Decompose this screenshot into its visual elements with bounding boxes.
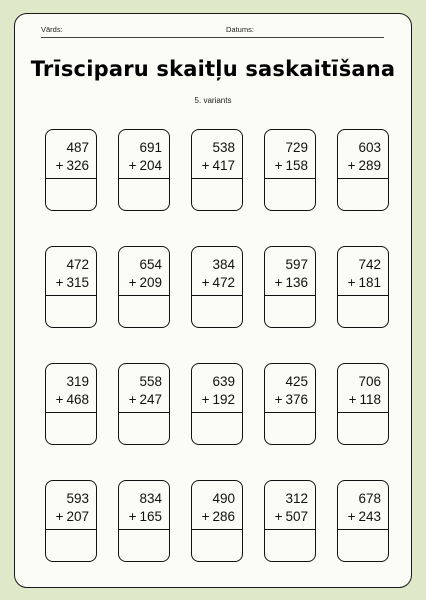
addend-bottom: 315 [66, 275, 89, 290]
addend-top: 319 [66, 374, 89, 389]
addend-bottom-row [275, 158, 308, 173]
plus-sign: + [128, 275, 137, 290]
answer-box[interactable] [338, 179, 388, 210]
addend-bottom: 118 [359, 392, 381, 407]
addend-bottom: 181 [358, 275, 381, 290]
plus-sign: + [128, 509, 137, 524]
addend-bottom: 472 [212, 275, 235, 290]
answer-box[interactable] [46, 530, 96, 561]
answer-box[interactable] [192, 296, 242, 327]
addend-bottom-row [348, 509, 381, 524]
problem-card [337, 480, 389, 562]
plus-sign: + [348, 392, 357, 407]
problem-card [264, 246, 316, 328]
addend-bottom: 207 [66, 509, 89, 524]
addend-bottom-row [275, 275, 308, 290]
problem-card [118, 246, 170, 328]
addend-top: 538 [212, 140, 235, 155]
answer-box[interactable] [46, 413, 96, 444]
answer-box[interactable] [192, 413, 242, 444]
addend-top: 654 [139, 257, 162, 272]
answer-box[interactable] [265, 413, 315, 444]
answer-box[interactable] [265, 179, 315, 210]
worksheet [14, 13, 412, 588]
addend-bottom: 376 [285, 392, 308, 407]
problem-card [264, 480, 316, 562]
plus-sign: + [128, 392, 137, 407]
addend-bottom: 286 [212, 509, 235, 524]
addend-top: 312 [285, 491, 308, 506]
addend-top: 603 [358, 140, 381, 155]
problem-card [264, 129, 316, 211]
addend-top: 472 [66, 257, 89, 272]
answer-box[interactable] [338, 296, 388, 327]
plus-sign: + [201, 275, 210, 290]
problem-card [191, 129, 243, 211]
addend-bottom-row [349, 392, 381, 407]
plus-sign: + [274, 392, 283, 407]
problem-card [337, 246, 389, 328]
problem-card [118, 363, 170, 445]
addend-bottom: 165 [139, 509, 162, 524]
addend-bottom-row [129, 158, 162, 173]
addend-bottom-row [275, 509, 308, 524]
header-line [41, 37, 384, 38]
answer-box[interactable] [192, 179, 242, 210]
plus-sign: + [55, 392, 64, 407]
addend-bottom: 158 [285, 158, 308, 173]
addend-bottom: 417 [212, 158, 235, 173]
addend-bottom: 136 [285, 275, 308, 290]
plus-sign: + [347, 275, 356, 290]
problem-card [45, 129, 97, 211]
addend-bottom-row [348, 158, 381, 173]
answer-box[interactable] [119, 296, 169, 327]
problem-card [337, 129, 389, 211]
addend-top: 706 [358, 374, 381, 389]
addend-top: 384 [212, 257, 235, 272]
addend-bottom: 204 [139, 158, 162, 173]
variant-label: 5. variants [194, 96, 232, 105]
name-label: Vārds: [41, 25, 63, 34]
addend-bottom-row [56, 275, 89, 290]
problem-card [118, 129, 170, 211]
plus-sign: + [201, 509, 210, 524]
problem-card [337, 363, 389, 445]
problem-card [45, 480, 97, 562]
addend-top: 490 [212, 491, 235, 506]
problem-grid [45, 129, 385, 562]
answer-box[interactable] [119, 530, 169, 561]
addend-bottom: 192 [212, 392, 235, 407]
problem-card [191, 246, 243, 328]
problem-card [45, 246, 97, 328]
addend-top: 558 [139, 374, 162, 389]
addend-top: 691 [139, 140, 162, 155]
answer-box[interactable] [46, 179, 96, 210]
plus-sign: + [128, 158, 137, 173]
addend-bottom: 507 [285, 509, 308, 524]
plus-sign: + [274, 509, 283, 524]
addend-top: 593 [66, 491, 89, 506]
addend-bottom-row [275, 392, 308, 407]
addend-bottom-row [56, 158, 89, 173]
answer-box[interactable] [119, 179, 169, 210]
answer-box[interactable] [192, 530, 242, 561]
addend-bottom: 209 [139, 275, 162, 290]
addend-bottom: 243 [358, 509, 381, 524]
addend-top: 425 [285, 374, 308, 389]
addend-top: 678 [358, 491, 381, 506]
plus-sign: + [201, 392, 210, 407]
answer-box[interactable] [338, 413, 388, 444]
problem-card [264, 363, 316, 445]
plus-sign: + [55, 509, 64, 524]
addend-bottom-row [348, 275, 381, 290]
addend-bottom: 326 [66, 158, 89, 173]
problem-card [191, 363, 243, 445]
addend-bottom-row [56, 509, 89, 524]
answer-box[interactable] [265, 530, 315, 561]
problem-card [118, 480, 170, 562]
addend-top: 639 [212, 374, 235, 389]
addend-bottom-row [202, 275, 235, 290]
date-label: Datums: [226, 25, 254, 34]
addend-bottom-row [129, 392, 162, 407]
addend-bottom: 247 [139, 392, 162, 407]
plus-sign: + [55, 158, 64, 173]
answer-box[interactable] [265, 296, 315, 327]
plus-sign: + [55, 275, 64, 290]
answer-box[interactable] [119, 413, 169, 444]
plus-sign: + [347, 158, 356, 173]
answer-box[interactable] [46, 296, 96, 327]
plus-sign: + [274, 158, 283, 173]
answer-box[interactable] [338, 530, 388, 561]
addend-bottom-row [129, 509, 162, 524]
addend-bottom-row [129, 275, 162, 290]
addend-top: 742 [358, 257, 381, 272]
addend-top: 834 [139, 491, 162, 506]
addend-bottom-row [202, 392, 235, 407]
addend-bottom-row [56, 392, 89, 407]
addend-bottom: 468 [66, 392, 89, 407]
addend-bottom-row [202, 509, 235, 524]
addend-top: 487 [66, 140, 89, 155]
problem-card [45, 363, 97, 445]
addend-bottom-row [202, 158, 235, 173]
plus-sign: + [347, 509, 356, 524]
addend-top: 597 [285, 257, 308, 272]
addend-bottom: 289 [358, 158, 381, 173]
problem-card [191, 480, 243, 562]
plus-sign: + [274, 275, 283, 290]
page-title: Trīsciparu skaitļu saskaitīšana [30, 57, 396, 81]
plus-sign: + [201, 158, 210, 173]
addend-top: 729 [285, 140, 308, 155]
